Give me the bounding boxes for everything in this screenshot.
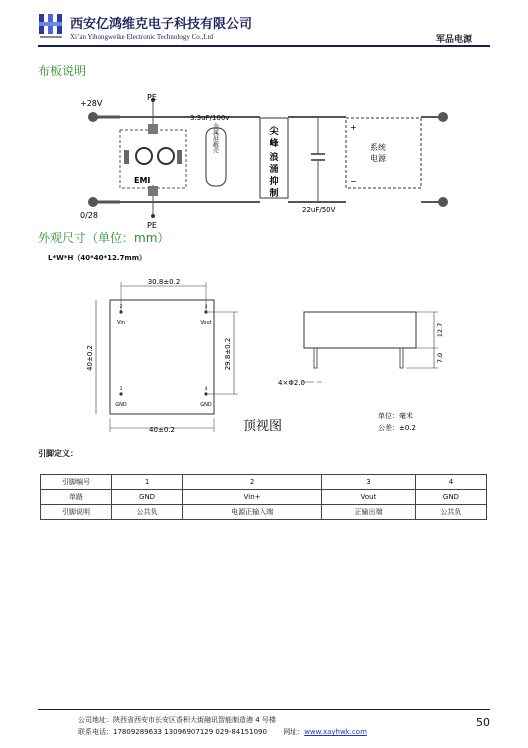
emi-coil-right: [158, 148, 174, 164]
table-row-head: 引脚编号: [41, 475, 112, 490]
side-pin-right: [400, 348, 403, 368]
cap-top-label: 3.3uF/100v: [190, 114, 230, 122]
pe-bottom-dot: [151, 214, 155, 218]
table-cell: 4: [415, 475, 486, 490]
footer-address: 公司地址：陕西省西安市长安区香积大街融讯智能制造港 4 号楼: [78, 716, 276, 724]
table-row: [41, 490, 487, 505]
footer-phone: [78, 727, 367, 737]
module-side-view: [304, 312, 416, 348]
pin-vout-dot: [204, 310, 207, 313]
surge-char-2: 峰: [269, 139, 279, 149]
layout-section-title: 布板说明: [38, 64, 87, 78]
pin2-number: 2: [119, 305, 123, 310]
table-cell: 2: [183, 475, 322, 490]
system-power-box: [346, 118, 421, 188]
pe-bottom-label: PE: [147, 221, 157, 230]
surge-char-4: 涌: [269, 165, 279, 175]
emi-coil-left: [136, 148, 152, 164]
pin-vin-label: Vin: [117, 320, 125, 326]
footer-site-label: 网址：: [283, 728, 305, 736]
side-pin-left: [314, 348, 317, 368]
company-logo: [38, 12, 64, 40]
table-cell: 公共负: [112, 505, 183, 520]
table-cell: 电源正输入端: [183, 505, 322, 520]
pin3-number: 3: [204, 305, 208, 310]
bottom-width-dim: 40±0.2: [149, 426, 175, 434]
table-row-head: 引脚说明: [41, 505, 112, 520]
pin1-number: 1: [119, 387, 123, 392]
table-row: [41, 475, 487, 490]
pin-gnd1-dot: [119, 392, 122, 395]
table-cell: 公共负: [415, 505, 486, 520]
table-cell: Vout: [322, 490, 416, 505]
dimension-drawing: [78, 272, 468, 442]
metal-case-label: 金属屏蔽壳: [211, 123, 219, 153]
company-name-en: Xi’an Yihongweike Electronic Technology Co.,Ltd: [70, 33, 213, 41]
lwh-text: L*W*H（40*40*12.7mm）: [48, 254, 147, 262]
footer-divider: [38, 709, 490, 710]
pin-gnd1-label: GND: [115, 402, 127, 408]
top-width-dim: 30.8±0.2: [147, 278, 181, 286]
table-cell: Vin+: [183, 490, 322, 505]
pin-gnd2-dot: [204, 392, 207, 395]
emi-cap-top: [148, 124, 158, 134]
unit-note: 单位：毫米: [378, 412, 413, 420]
side-height-dim: 12.7: [436, 322, 444, 338]
left-height-dim: 40±0.2: [86, 345, 94, 371]
plus28v-label: +28V: [80, 99, 103, 108]
surge-char-5: 抑: [269, 177, 279, 187]
cap-bottom-label: 22uF/50V: [302, 206, 336, 214]
tolerance-note: 公差：±0.2: [378, 424, 416, 432]
surge-char-3: 浪: [269, 153, 279, 163]
table-cell: GND: [415, 490, 486, 505]
system-power-line-2: 电源: [370, 154, 386, 163]
zero28-label: 0/28: [80, 211, 98, 220]
inner-height-dim: 29.8±0.2: [224, 337, 232, 371]
surge-char-1: 尖: [269, 127, 279, 137]
pin-definition-table: [40, 474, 487, 520]
pin4-number: 4: [204, 387, 208, 392]
emi-label: EMI: [134, 176, 151, 185]
emi-cap-bottom: [148, 186, 158, 196]
emi-box: [120, 130, 186, 188]
footer-site-link[interactable]: www.xayhwk.com: [304, 728, 367, 736]
table-cell: GND: [112, 490, 183, 505]
plus-sign: +: [350, 123, 357, 132]
header-section-label: 军品电源: [436, 35, 473, 45]
system-power-line-1: 系统: [370, 143, 386, 152]
pin-vout-label: Vout: [200, 320, 212, 326]
top-view-caption: 顶视图: [243, 419, 283, 434]
pin-diameter-dim: 4×Φ2.0: [278, 379, 305, 387]
table-cell: 正输出端: [322, 505, 416, 520]
pin-length-dim: 7.0: [436, 352, 444, 364]
terminal-0-28: [88, 197, 98, 207]
table-row-head: 单路: [41, 490, 112, 505]
pin-definition-title: 引脚定义：: [38, 449, 78, 458]
minus-sign: −: [350, 177, 357, 186]
module-top-view: [110, 300, 214, 414]
header-divider: [38, 45, 490, 47]
table-cell: 3: [322, 475, 416, 490]
pe-top-label: PE: [147, 93, 157, 102]
company-name-cn: 西安亿鸿维克电子科技有限公司: [70, 17, 253, 32]
footer-phone-text: 联系电话：17809289633 13096907129 029-84151090: [78, 728, 267, 736]
pin-gnd2-label: GND: [200, 402, 212, 408]
surge-char-6: 制: [269, 189, 279, 199]
dimensions-section-title: 外观尺寸（单位：mm）: [38, 231, 170, 245]
table-cell: 1: [112, 475, 183, 490]
page-number: 50: [476, 716, 490, 729]
pin-vin-dot: [119, 310, 122, 313]
terminal-plus28v: [88, 112, 98, 122]
table-row: [41, 505, 487, 520]
board-layout-diagram: [78, 90, 458, 230]
